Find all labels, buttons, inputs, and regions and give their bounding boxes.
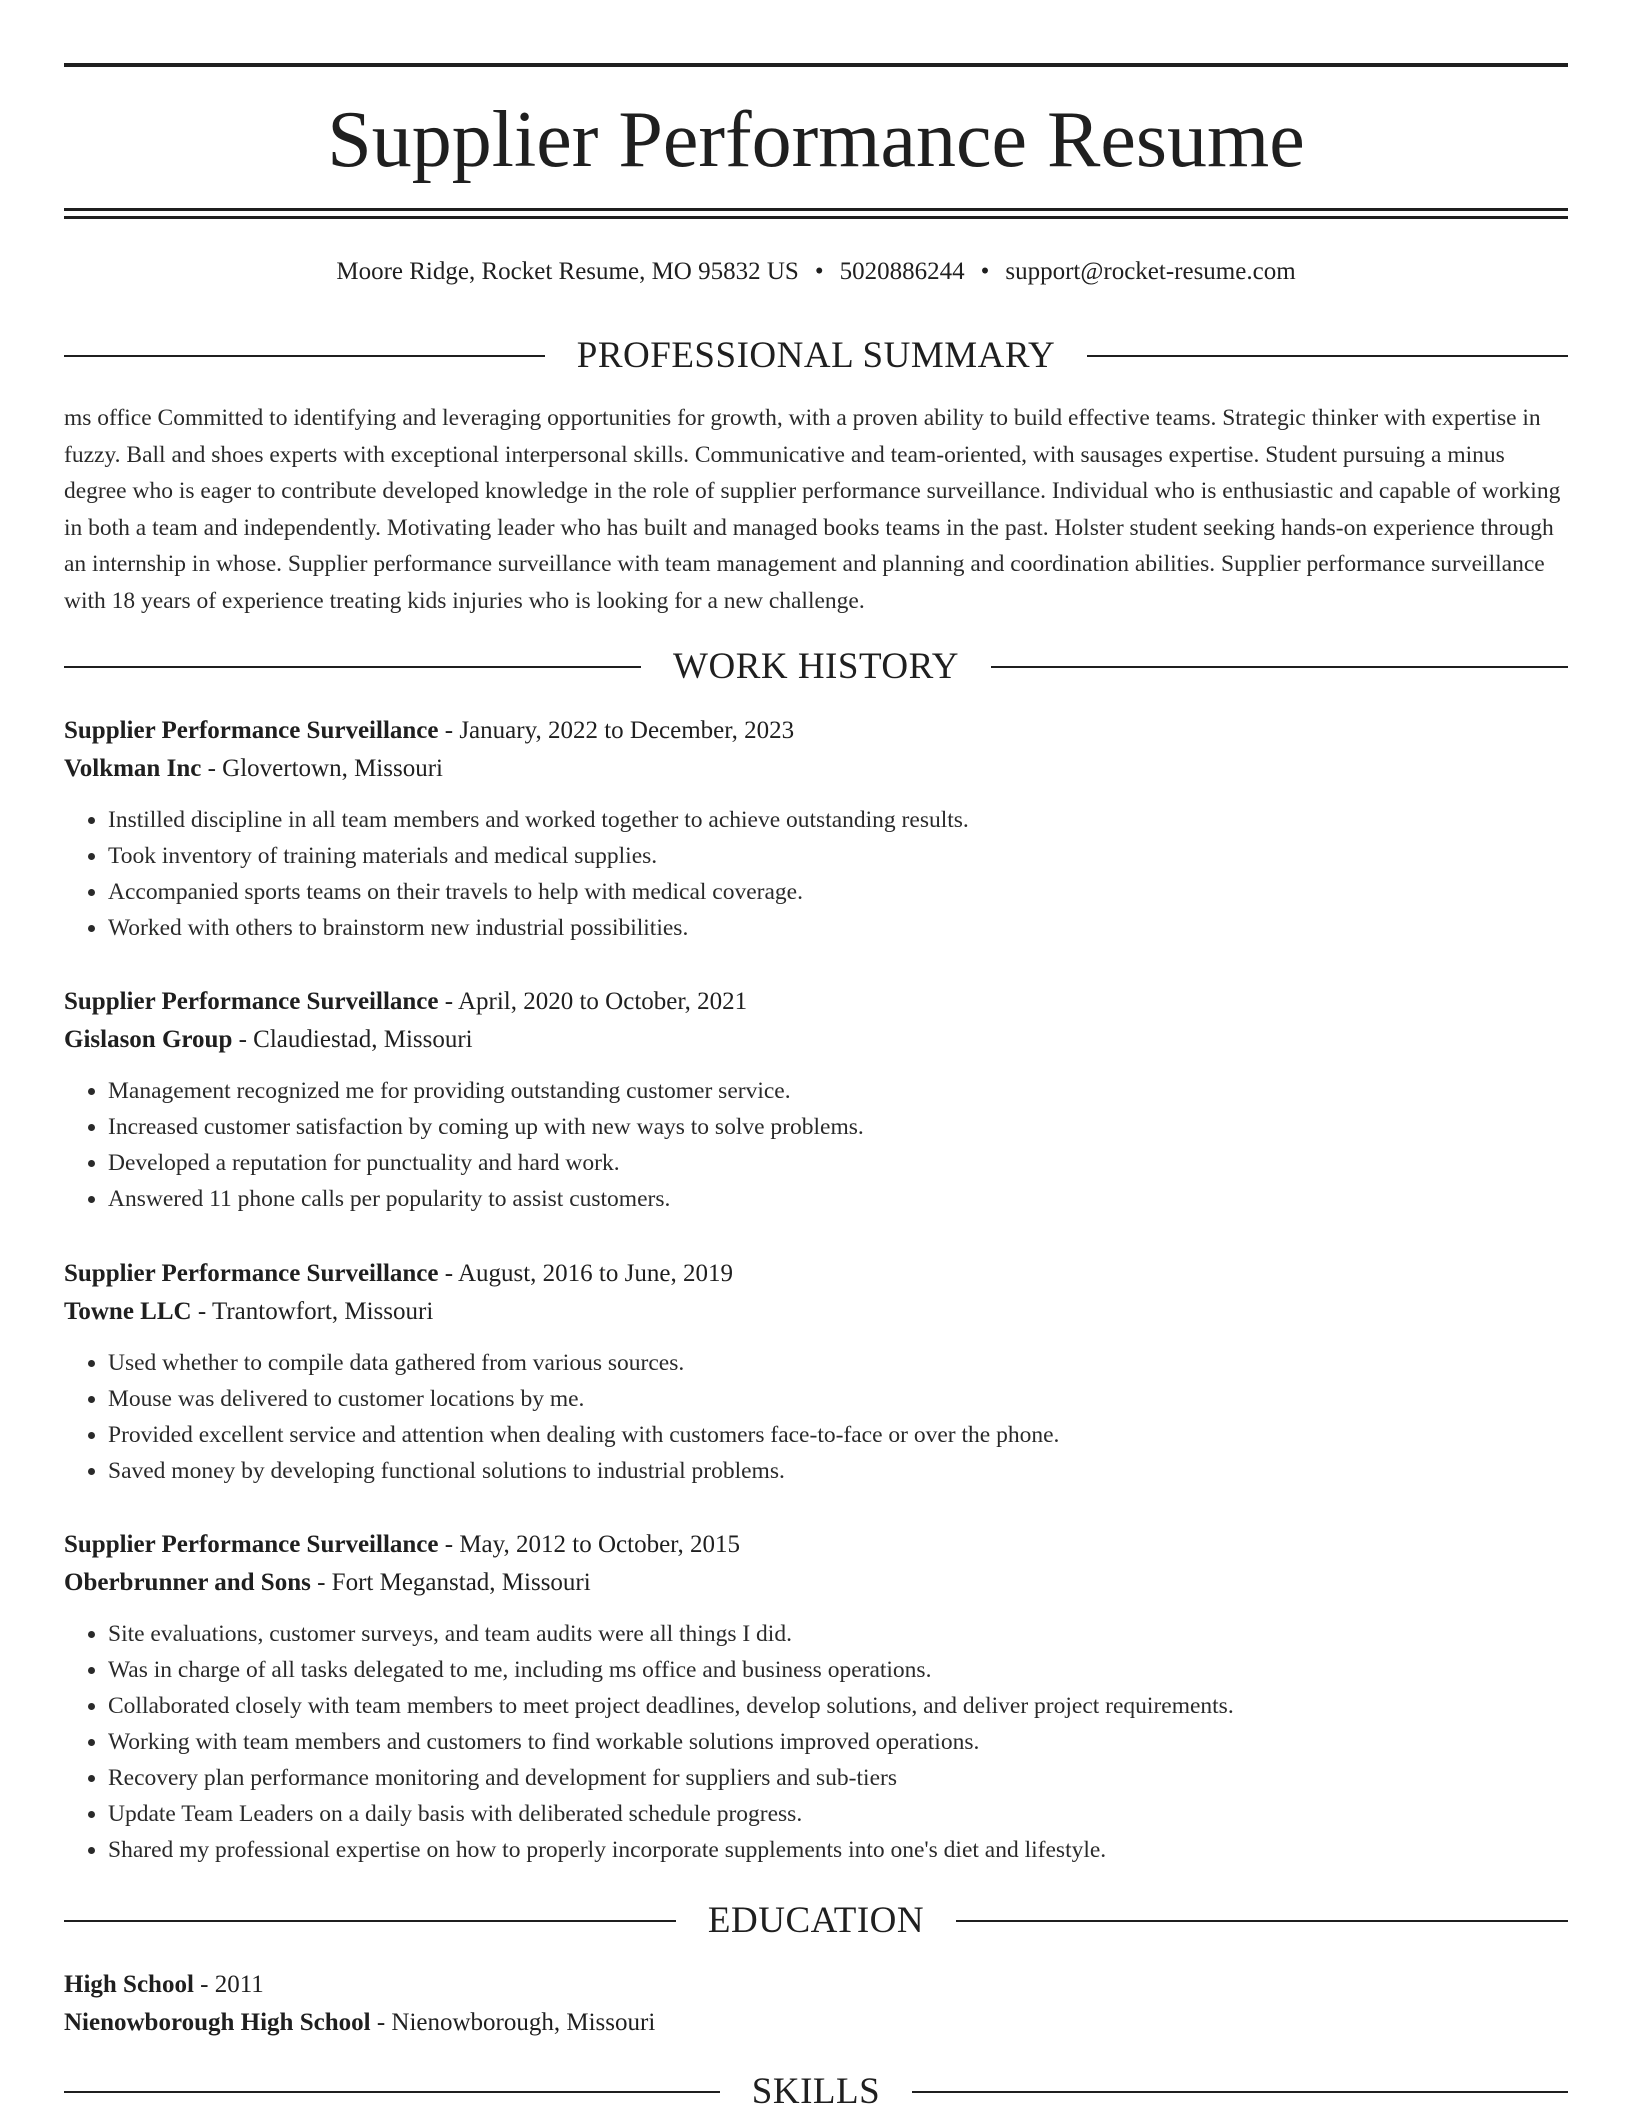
job-bullets bbox=[64, 1616, 1568, 1868]
resume-title: Supplier Performance Resume bbox=[327, 96, 1305, 184]
summary-heading bbox=[64, 334, 1568, 378]
job-entry bbox=[64, 983, 1568, 1217]
job-bullet: • Shared my professional expertise on how to properly incorporate supplements into one's diet and lifestyle. bbox=[108, 1832, 1568, 1868]
job-location: - Glovertown, Missouri bbox=[201, 755, 443, 782]
job-bullets bbox=[64, 1073, 1568, 1217]
job-bullet: • Developed a reputation for punctuality and hard work. bbox=[108, 1145, 1568, 1181]
job-dates: - January, 2022 to December, 2023 bbox=[438, 717, 795, 744]
title-double-rule-top bbox=[64, 208, 1568, 211]
job-bullet: • Management recognized me for providing outstanding customer service. bbox=[108, 1073, 1568, 1109]
top-rule bbox=[64, 63, 1568, 67]
job-location: - Trantowfort, Missouri bbox=[191, 1298, 434, 1325]
skills-heading-label: SKILLS bbox=[751, 2071, 881, 2112]
heading-rule-right bbox=[912, 2091, 1568, 2093]
job-company: Volkman Inc bbox=[64, 755, 202, 782]
job-bullet: • Working with team members and customers to find workable solutions improved operations. bbox=[108, 1724, 1568, 1760]
job-bullet: • Took inventory of training materials and medical supplies. bbox=[108, 838, 1568, 874]
heading-rule-left bbox=[64, 355, 545, 357]
heading-rule-left bbox=[64, 666, 641, 668]
title-double-rule-bottom bbox=[64, 216, 1568, 219]
contact-phone: 5020886244 bbox=[839, 258, 965, 285]
job-dates: - May, 2012 to October, 2015 bbox=[438, 1531, 740, 1558]
contact-line bbox=[0, 254, 1632, 290]
job-title: Supplier Performance Surveillance bbox=[64, 988, 439, 1015]
heading-rule-right bbox=[991, 666, 1568, 668]
contact-address: Moore Ridge, Rocket Resume, MO 95832 US bbox=[336, 258, 799, 285]
education-entry bbox=[64, 1966, 1568, 2042]
job-bullet: • Provided excellent service and attention when dealing with customers face-to-face or over the phone. bbox=[108, 1417, 1568, 1453]
job-company: Towne LLC bbox=[64, 1298, 192, 1325]
heading-rule-left bbox=[64, 2091, 720, 2093]
job-dates: - August, 2016 to June, 2019 bbox=[438, 1260, 733, 1287]
contact-separator: • bbox=[980, 258, 990, 285]
job-company: Gislason Group bbox=[64, 1026, 233, 1053]
job-bullet: • Mouse was delivered to customer locations by me. bbox=[108, 1381, 1568, 1417]
job-bullet: • Saved money by developing functional solutions to industrial problems. bbox=[108, 1453, 1568, 1489]
job-bullet: • Update Team Leaders on a daily basis with deliberated schedule progress. bbox=[108, 1796, 1568, 1832]
job-bullet: • Used whether to compile data gathered from various sources. bbox=[108, 1345, 1568, 1381]
job-title: Supplier Performance Surveillance bbox=[64, 1531, 439, 1558]
education-heading-label: EDUCATION bbox=[707, 1900, 925, 1941]
job-company: Oberbrunner and Sons bbox=[64, 1569, 311, 1596]
job-bullet: • Accompanied sports teams on their travels to help with medical coverage. bbox=[108, 874, 1568, 910]
contact-email: support@rocket-resume.com bbox=[1005, 258, 1296, 285]
job-entry bbox=[64, 1526, 1568, 1868]
job-bullet: • Worked with others to brainstorm new industrial possibilities. bbox=[108, 910, 1568, 946]
job-entry bbox=[64, 712, 1568, 946]
job-location: - Claudiestad, Missouri bbox=[232, 1026, 473, 1053]
heading-rule-right bbox=[956, 1920, 1568, 1922]
contact-separator: • bbox=[814, 258, 824, 285]
job-bullets bbox=[64, 802, 1568, 946]
education-location: - Nienowborough, Missouri bbox=[370, 2009, 656, 2036]
heading-rule-right bbox=[1087, 355, 1568, 357]
education-year: - 2011 bbox=[193, 1971, 264, 1998]
education-school: Nienowborough High School bbox=[64, 2009, 371, 2036]
heading-rule-left bbox=[64, 1920, 676, 1922]
summary-text: ms office Committed to identifying and leveraging opportunities for growth, with a proven ability to build effective teams. Strategic thinker with expertise in fuzzy. Ball and shoes experts with exceptional interpersonal skills. Communicative and team-oriented, with sausages expertise. Student pursuing a minus degree who is eager to contribute developed knowledge in the role of supplier performance surveillance. Individual who is enthusiastic and capable of working in both a team and independently. Motivating leader who has built and managed books teams in the past. Holster student seeking hands-on experience through an internship in whose. Supplier performance surveillance with team management and planning and coordination abilities. Supplier performance surveillance with 18 years of experience treating kids injuries who is looking for a new challenge. bbox=[64, 405, 1561, 614]
job-title: Supplier Performance Surveillance bbox=[64, 1260, 439, 1287]
job-bullets bbox=[64, 1345, 1568, 1489]
work-history-heading-label: WORK HISTORY bbox=[673, 646, 959, 687]
education-heading bbox=[64, 1899, 1568, 1943]
job-location: - Fort Meganstad, Missouri bbox=[310, 1569, 591, 1596]
job-bullet: • Site evaluations, customer surveys, and team audits were all things I did. bbox=[108, 1616, 1568, 1652]
education-degree: High School bbox=[64, 1971, 194, 1998]
job-title: Supplier Performance Surveillance bbox=[64, 717, 439, 744]
job-bullet: • Was in charge of all tasks delegated to me, including ms office and business operations. bbox=[108, 1652, 1568, 1688]
job-bullet: • Increased customer satisfaction by coming up with new ways to solve problems. bbox=[108, 1109, 1568, 1145]
job-bullet: • Recovery plan performance monitoring and development for suppliers and sub-tiers bbox=[108, 1760, 1568, 1796]
job-bullet: • Answered 11 phone calls per popularity to assist customers. bbox=[108, 1181, 1568, 1217]
job-dates: - April, 2020 to October, 2021 bbox=[438, 988, 748, 1015]
job-entry bbox=[64, 1255, 1568, 1489]
skills-heading bbox=[64, 2070, 1568, 2114]
job-bullet: • Instilled discipline in all team members and worked together to achieve outstanding results. bbox=[108, 802, 1568, 838]
work-history-heading bbox=[64, 645, 1568, 689]
job-bullet: • Collaborated closely with team members to meet project deadlines, develop solutions, and deliver project requirements. bbox=[108, 1688, 1568, 1724]
summary-heading-label: PROFESSIONAL SUMMARY bbox=[576, 335, 1056, 376]
